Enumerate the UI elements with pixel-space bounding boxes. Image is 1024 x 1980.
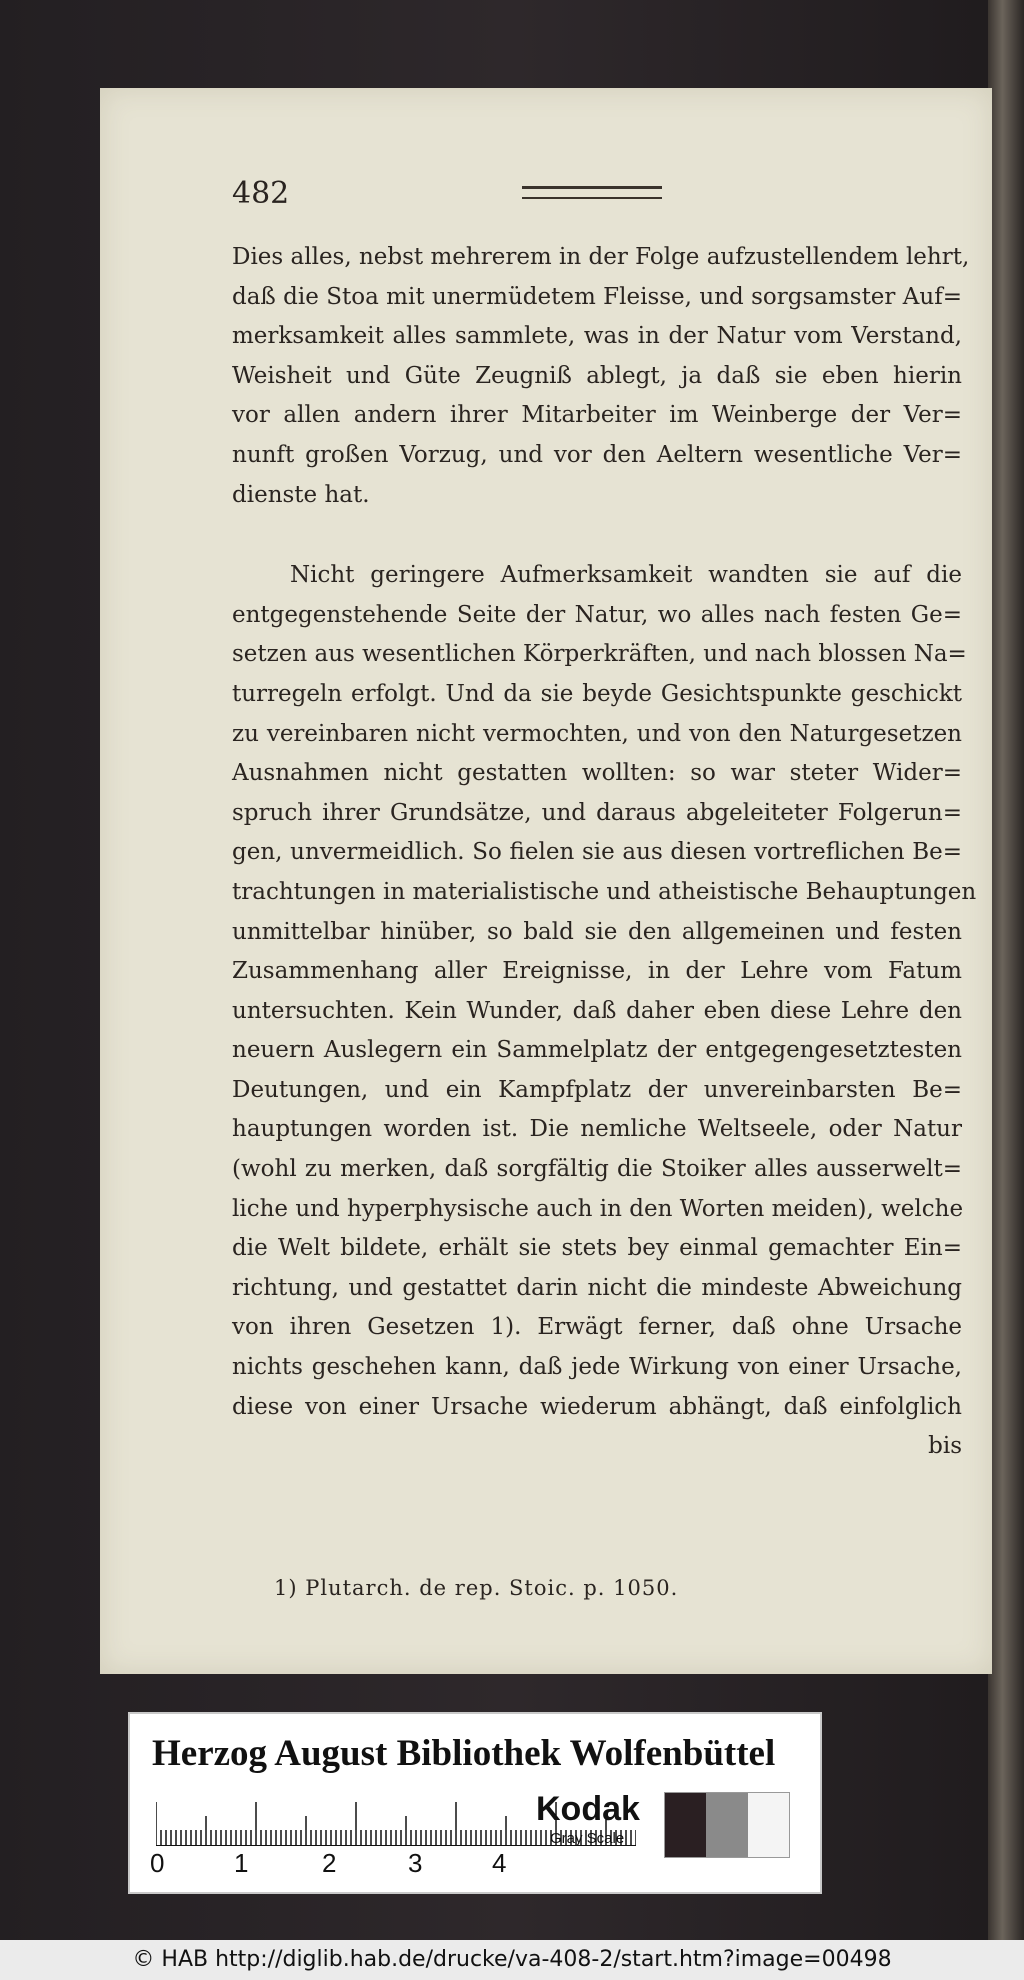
text-line: nunft großen Vorzug, und vor den Aeltern wesentliche Ver= xyxy=(232,441,962,468)
ruler-label: 0 xyxy=(150,1848,165,1878)
ruler-label: 4 xyxy=(492,1848,507,1878)
page-number: 482 xyxy=(232,176,290,211)
paragraph-1 xyxy=(232,238,970,515)
text-line: Deutungen, und ein Kampfplatz der unvereinbarsten Be= xyxy=(232,1076,962,1103)
text-line: untersuchten. Kein Wunder, daß daher eben diese Lehre den xyxy=(232,997,962,1024)
text-line: gen, unvermeidlich. So fielen sie aus diesen vortreflichen Be= xyxy=(232,839,962,866)
footnote: 1) Plutarch. de rep. Stoic. p. 1050. xyxy=(274,1576,679,1600)
text-line: zu vereinbaren nicht vermochten, und von den Naturgesetzen xyxy=(232,720,962,747)
swatch-dark xyxy=(665,1793,706,1857)
text-line: nichts geschehen kann, daß jede Wirkung von einer Ursache, xyxy=(232,1354,962,1381)
body-text xyxy=(232,238,977,1467)
text-line: richtung, und gestattet darin nicht die mindeste Abweichung xyxy=(232,1274,962,1301)
swatch-mid xyxy=(706,1793,747,1857)
book-edge xyxy=(988,0,1024,1940)
text-line: Weisheit und Güte Zeugniß ablegt, ja daß sie eben hierin xyxy=(232,362,962,389)
text-line: merksamkeit alles sammlete, was in der Natur vom Verstand, xyxy=(232,323,962,350)
catchword: bis xyxy=(928,1433,962,1460)
color-calibration-card xyxy=(128,1712,822,1894)
header-rule xyxy=(522,186,662,199)
text-line: hauptungen worden ist. Die nemliche Weltseele, oder Natur xyxy=(232,1116,962,1143)
text-line: liche und hyperphysische auch in den Worten meiden), welche xyxy=(232,1195,964,1222)
text-line: vor allen andern ihrer Mitarbeiter im Weinberge der Ver= xyxy=(232,402,962,429)
text-line: Ausnahmen nicht gestatten wollten: so war steter Wider= xyxy=(232,760,962,787)
text-line: setzen aus wesentlichen Körperkräften, und nach blossen Na= xyxy=(232,641,967,668)
text-line: spruch ihrer Grundsätze, und daraus abgeleiteter Folgerun= xyxy=(232,799,962,826)
swatch-light xyxy=(748,1793,789,1857)
text-line: von ihren Gesetzen 1). Erwägt ferner, daß ohne Ursache xyxy=(232,1314,962,1341)
text-line: unmittelbar hinüber, so bald sie den allgemeinen und festen xyxy=(232,918,962,945)
text-line: Zusammenhang aller Ereignisse, in der Lehre vom Fatum xyxy=(232,958,962,985)
text-line: die Welt bildete, erhält sie stets bey einmal gemachter Ein= xyxy=(232,1235,962,1262)
paragraph-gap xyxy=(232,515,962,556)
text-line: Dies alles, nebst mehrerem in der Folge aufzustellendem lehrt, xyxy=(232,244,970,270)
paragraph-2 xyxy=(232,556,977,1467)
gray-scale-label: Gray Scale xyxy=(550,1830,625,1847)
ruler-label: 1 xyxy=(234,1848,249,1878)
text-line: trachtungen in materialistische und atheistische Behauptungen xyxy=(232,878,977,905)
kodak-logo: Kodak xyxy=(536,1790,640,1828)
text-line: dienste hat. xyxy=(232,481,370,508)
text-line: neuern Auslegern ein Sammelplatz der entgegengesetztesten xyxy=(232,1037,962,1064)
gray-scale-swatches xyxy=(664,1792,790,1858)
ruler-label: 2 xyxy=(322,1848,337,1878)
copyright-footer: © HAB http://diglib.hab.de/drucke/va-408-2/start.htm?image=00498 xyxy=(0,1940,1024,1980)
ruler-label: 3 xyxy=(408,1848,423,1878)
card-title: Herzog August Bibliothek Wolfenbüttel xyxy=(152,1733,776,1774)
text-line: turregeln erfolgt. Und da sie beyde Gesichtspunkte geschickt xyxy=(232,680,962,707)
text-line: (wohl zu merken, daß sorgfältig die Stoiker alles ausserwelt= xyxy=(232,1156,962,1183)
text-line: daß die Stoa mit unermüdetem Fleisse, und sorgsamster Auf= xyxy=(232,283,962,310)
text-line: Nicht geringere Aufmerksamkeit wandten sie auf die xyxy=(290,562,962,589)
book-page xyxy=(100,88,992,1674)
text-line: diese von einer Ursache wiederum abhängt, daß einfolglich xyxy=(232,1393,962,1420)
text-line: entgegenstehende Seite der Natur, wo alles nach festen Ge= xyxy=(232,601,962,628)
